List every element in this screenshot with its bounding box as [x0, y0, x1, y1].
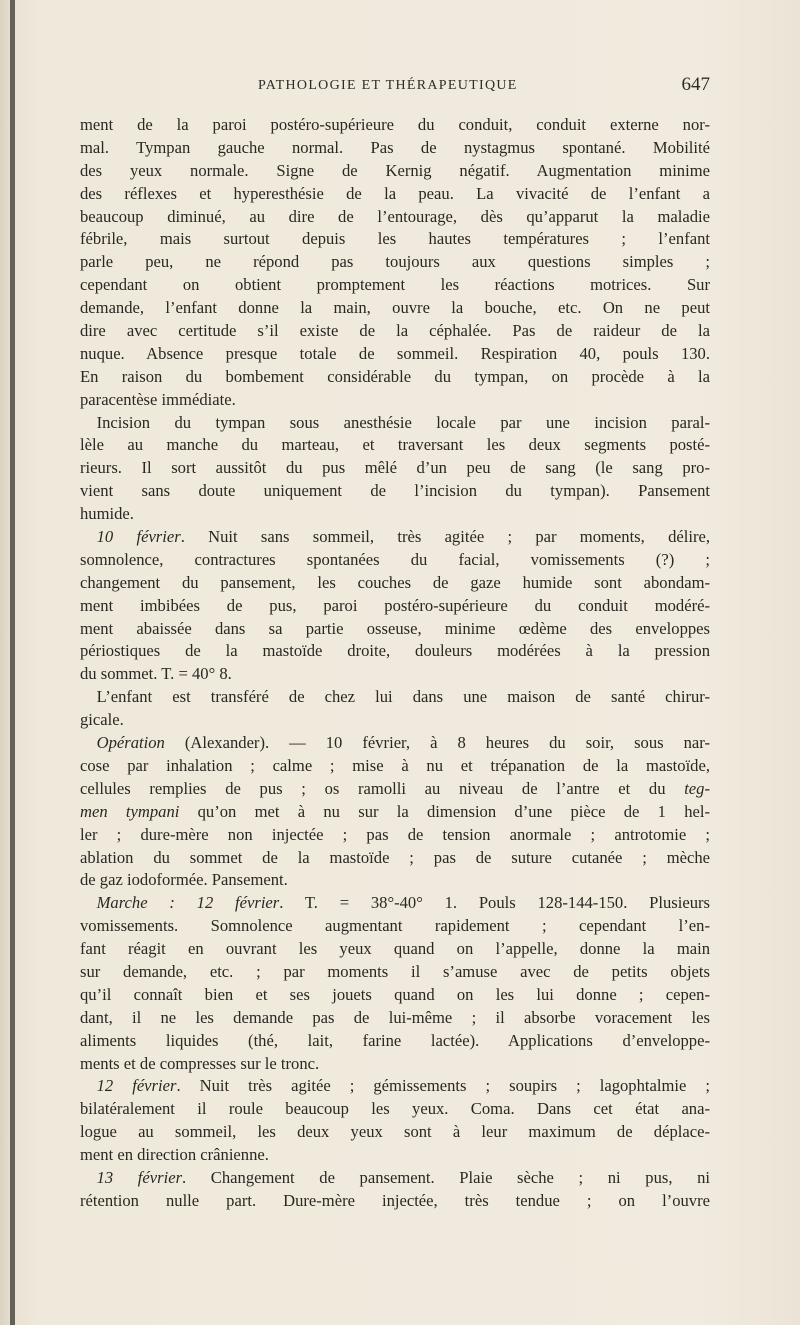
line-text: vomissements. Somnolence augmentant rapidement ; cependant l’en-: [80, 916, 710, 936]
line-text: du sommet. T. = 40° 8.: [80, 664, 232, 684]
line-text: . Changement de pansement. Plaie sèche ; ni pus, ni: [182, 1167, 710, 1187]
text-line: [80, 480, 710, 503]
text-line: [80, 892, 710, 915]
text-line: [80, 297, 710, 320]
line-text: L’enfant est transféré de chez lui dans une maison de santé chirur-: [96, 687, 710, 707]
line-text: logue au sommeil, les deux yeux sont à leur maximum de déplace-: [80, 1122, 710, 1142]
text-line: [80, 366, 710, 389]
text-line: [80, 938, 710, 961]
text-line: [80, 732, 710, 755]
text-line: [80, 434, 710, 457]
line-text: ment imbibées de pus, paroi postéro-supérieure du conduit modéré-: [80, 595, 710, 615]
text-line: [80, 1144, 710, 1167]
text-line: [80, 274, 710, 297]
text-line: [80, 549, 710, 572]
text-line: [80, 984, 710, 1007]
line-text: . Nuit sans sommeil, très agitée ; par moments, délire,: [180, 527, 710, 547]
italic-text: teg-: [684, 778, 710, 798]
line-text: vient sans doute uniquement de l’incision du tympan). Pansement: [80, 481, 710, 501]
italic-text: 13 février: [96, 1167, 183, 1187]
text-line: [80, 1167, 710, 1190]
line-text: humide.: [80, 504, 134, 524]
text-line: [80, 412, 710, 435]
text-line: [80, 503, 710, 526]
italic-text: men tympani: [80, 801, 180, 821]
text-line: [80, 1030, 710, 1053]
page-header: [80, 76, 710, 102]
text-line: [80, 526, 710, 549]
line-text: qu’on met à nu sur la dimension d’une pièce de 1 hel-: [179, 801, 710, 821]
line-text: de gaz iodoformée. Pansement.: [80, 870, 288, 890]
text-line: [80, 640, 710, 663]
line-text: changement du pansement, les couches de gaze humide sont abondam-: [80, 572, 710, 592]
line-text: . Nuit très agitée ; gémissements ; soupirs ; lagophtalmie ;: [176, 1076, 710, 1096]
line-text: somnolence, contractures spontanées du facial, vomissements (?) ;: [80, 549, 710, 569]
line-text: ment de la paroi postéro-supérieure du conduit, conduit externe nor-: [80, 115, 710, 134]
text-line: [80, 1190, 710, 1213]
text-line: [80, 824, 710, 847]
line-text: parle peu, ne répond pas toujours aux questions simples ;: [80, 252, 710, 272]
text-line: [80, 709, 710, 732]
text-line: [80, 801, 710, 824]
line-text: bilatéralement il roule beaucoup les yeux. Coma. Dans cet état ana-: [80, 1099, 710, 1119]
line-text: fant réagit en ouvrant les yeux quand on l’appelle, donne la main: [80, 939, 710, 959]
line-text: cose par inhalation ; calme ; mise à nu et trépanation de la mastoïde,: [80, 755, 710, 775]
text-line: [80, 1053, 710, 1076]
text-line: [80, 206, 710, 229]
text-line: [80, 114, 710, 137]
line-text: paracentèse immédiate.: [80, 389, 236, 409]
text-line: [80, 869, 710, 892]
text-line: [80, 343, 710, 366]
line-text: rétention nulle part. Dure-mère injectée, très tendue ; on l’ouvre: [80, 1190, 710, 1210]
line-text: qu’il connaît bien et ses jouets quand on les lui donne ; cepen-: [80, 984, 710, 1004]
text-line: [80, 251, 710, 274]
italic-text: Opération: [96, 733, 165, 753]
line-text: En raison du bombement considérable du tympan, on procède à la: [80, 366, 710, 386]
italic-text: 12 février: [96, 1076, 177, 1096]
text-line: [80, 755, 710, 778]
text-line: [80, 228, 710, 251]
line-text: aliments liquides (thé, lait, farine lactée). Applications d’enveloppe-: [80, 1030, 710, 1050]
line-text: dant, il ne les demande pas de lui-même ; il absorbe voracement les: [80, 1007, 710, 1027]
line-text: beaucoup diminué, au dire de l’entourage, dès qu’apparut la maladie: [80, 206, 710, 226]
line-text: des yeux normale. Signe de Kernig négatif. Augmentation minime: [80, 160, 710, 180]
text-line: [80, 686, 710, 709]
text-line: [80, 1098, 710, 1121]
line-text: gicale.: [80, 710, 124, 730]
text-line: [80, 137, 710, 160]
line-text: mal. Tympan gauche normal. Pas de nystagmus spontané. Mobilité: [80, 137, 710, 157]
text-line: [80, 778, 710, 801]
text-line: [80, 1007, 710, 1030]
line-text: ablation du sommet de la mastoïde ; pas de suture cutanée ; mèche: [80, 847, 710, 867]
book-spine-shadow: [10, 0, 15, 1325]
text-line: [80, 1121, 710, 1144]
text-line: [80, 320, 710, 343]
text-line: [80, 389, 710, 412]
line-text: rieurs. Il sort aussitôt du pus mêlé d’un peu de sang (le sang pro-: [80, 458, 710, 478]
line-text: dire avec certitude s’il existe de la céphalée. Pas de raideur de la: [80, 321, 710, 341]
line-text: ment abaissée dans sa partie osseuse, minime œdème des enveloppes: [80, 618, 710, 638]
body-text: [80, 114, 710, 1213]
text-line: [80, 595, 710, 618]
text-line: [80, 663, 710, 686]
line-text: . T. = 38°-40° 1. Pouls 128-144-150. Plusieurs: [279, 893, 710, 913]
text-line: [80, 915, 710, 938]
line-text: ments et de compresses sur le tronc.: [80, 1053, 320, 1073]
line-text: sur demande, etc. ; par moments il s’amuse avec de petits objets: [80, 961, 710, 981]
line-text: lèle au manche du marteau, et traversant les deux segments posté-: [80, 435, 710, 455]
text-line: [80, 1075, 710, 1098]
page-number: 647: [681, 74, 710, 95]
text-line: [80, 618, 710, 641]
line-text: demande, l’enfant donne la main, ouvre la bouche, etc. On ne peut: [80, 298, 710, 318]
line-text: cellules remplies de pus ; os ramolli au niveau de l’antre et du: [80, 778, 685, 798]
running-title: PATHOLOGIE ET THÉRAPEUTIQUE: [258, 78, 518, 93]
line-text: périostiques de la mastoïde droite, douleurs modérées à la pression: [80, 641, 710, 661]
line-text: nuque. Absence presque totale de sommeil. Respiration 40, pouls 130.: [80, 343, 710, 363]
italic-text: 10 février: [96, 527, 181, 547]
line-text: cependant on obtient promptement les réactions motrices. Sur: [80, 275, 710, 295]
text-line: [80, 160, 710, 183]
line-text: ment en direction crânienne.: [80, 1145, 269, 1165]
text-line: [80, 961, 710, 984]
line-text: (Alexander). — 10 février, à 8 heures du soir, sous nar-: [164, 733, 710, 753]
italic-text: Marche : 12 février: [96, 893, 280, 913]
text-line: [80, 183, 710, 206]
text-line: [80, 847, 710, 870]
line-text: Incision du tympan sous anesthésie locale par une incision paral-: [96, 412, 710, 432]
line-text: des réflexes et hyperesthésie de la peau. La vivacité de l’enfant a: [80, 183, 710, 203]
text-line: [80, 457, 710, 480]
line-text: fébrile, mais surtout depuis les hautes températures ; l’enfant: [80, 229, 710, 249]
text-line: [80, 572, 710, 595]
line-text: ler ; dure-mère non injectée ; pas de tension anormale ; antrotomie ;: [80, 824, 710, 844]
